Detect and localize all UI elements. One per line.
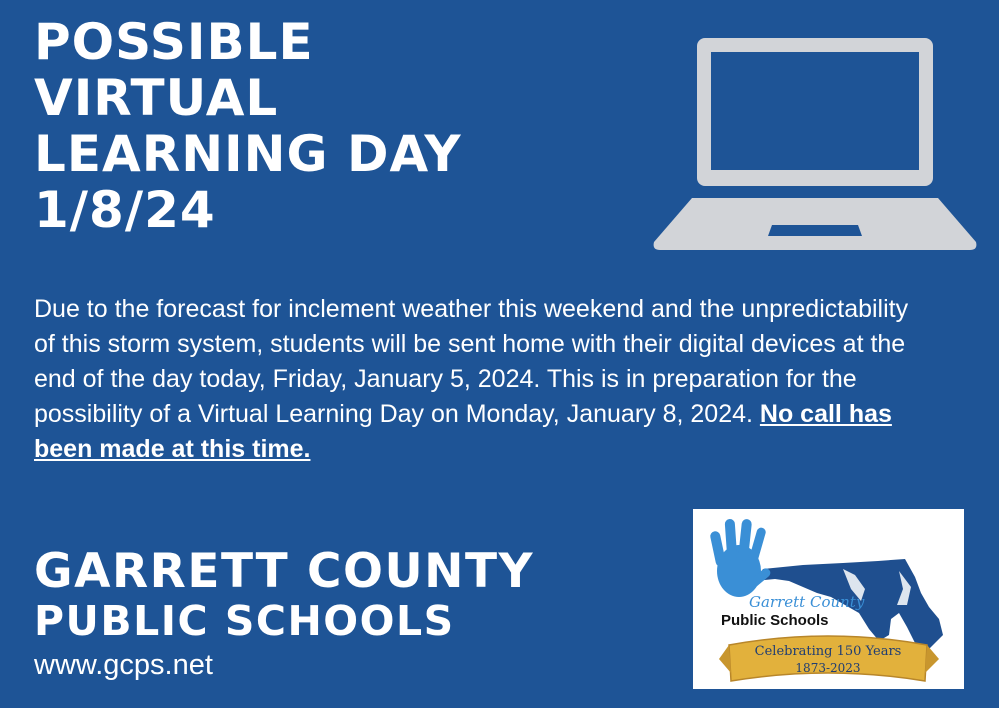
laptop-icon	[652, 36, 978, 254]
website-link[interactable]: www.gcps.net	[34, 649, 213, 681]
gcps-logo	[693, 509, 964, 689]
headline-line-3: LEARNING DAY	[34, 125, 462, 183]
organization-line-1: GARRETT COUNTY	[34, 544, 535, 599]
hand-icon	[709, 519, 772, 597]
banner-line-1: Celebrating 150 Years	[754, 644, 902, 659]
banner-line-2: 1873-2023	[795, 661, 861, 675]
headline-line-2: VIRTUAL	[34, 69, 279, 127]
organization-line-2: PUBLIC SCHOOLS	[34, 597, 455, 645]
logo-name-block: Public Schools	[721, 612, 829, 629]
organization-name	[34, 546, 534, 644]
logo-name-script: Garrett County	[749, 593, 865, 611]
headline	[34, 14, 462, 238]
announcement-body: Due to the forecast for inclement weather this weekend and the unpredictability of this storm system, students will be sent home with their digital devices at the end of the day today, Friday, January 5, 2024. This is in preparation for the possibility of a Virtual Learning Day on Monday, January 8, 2024.	[34, 295, 909, 428]
headline-line-1: POSSIBLE	[34, 13, 314, 71]
announcement-text	[34, 292, 934, 467]
announcement-note: No call has been made at this time.	[34, 400, 892, 463]
headline-date: 1/8/24	[34, 181, 216, 239]
